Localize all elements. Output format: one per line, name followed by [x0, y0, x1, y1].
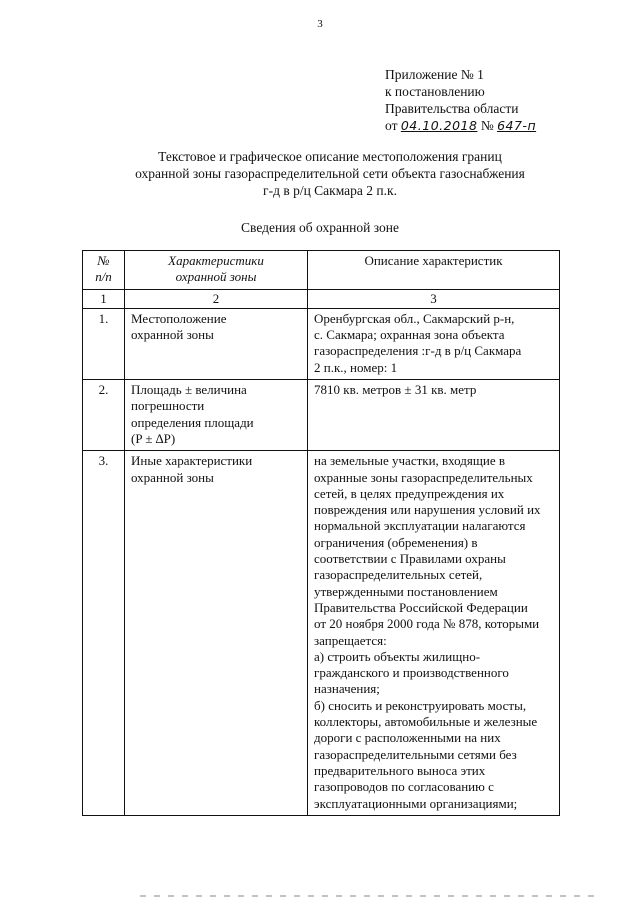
table-index-row [83, 289, 560, 308]
appendix-title: Приложение № 1 [385, 67, 484, 82]
table-row [83, 308, 560, 379]
text-line: а) строить объекты жилищно- [314, 648, 481, 664]
text-line: (P ± ∆P) [131, 430, 176, 446]
text-line: коллекторы, автомобильные и железные [314, 714, 538, 730]
text-line: утвержденными постановлением [314, 583, 498, 599]
row-number: 3. [83, 451, 125, 816]
header-number-line-1: № [97, 253, 110, 268]
index-cell: 1 [83, 289, 125, 308]
table-header-row [83, 251, 560, 290]
row-characteristic [125, 308, 308, 379]
header-characteristics [125, 251, 308, 290]
table-row [83, 451, 560, 816]
text-line: охранные зоны газораспределительных [314, 469, 533, 485]
header-number-line-2: п/п [95, 269, 112, 285]
text-line: запрещается: [314, 632, 387, 648]
text-line: назначения; [314, 681, 380, 697]
row-description [308, 451, 560, 816]
text-line: определения площади [131, 414, 254, 430]
appendix-date-number [385, 117, 536, 134]
row-number: 1. [83, 308, 125, 379]
text-line: охранной зоны [131, 469, 214, 485]
from-label: от [385, 118, 398, 133]
text-line: Оренбургская обл., Сакмарский р-н, [314, 310, 515, 326]
text-line: нормальной эксплуатации налагаются [314, 518, 526, 534]
title-line-2: охранной зоны газораспределительной сети объекта газоснабжения [135, 166, 525, 181]
row-description [308, 380, 560, 451]
text-line: охранной зоны [131, 327, 214, 343]
section-subtitle: Сведения об охранной зоне [241, 220, 399, 235]
text-line: сетей, в целях предупреждения их [314, 485, 505, 501]
text-line: Местоположение [131, 310, 227, 326]
header-char-line-1: Характеристики [168, 253, 264, 268]
text-line: дороги с расположенными на них [314, 730, 501, 746]
text-line: от 20 ноября 2000 года № 878, которыми [314, 616, 540, 632]
table-row [83, 380, 560, 451]
page-bottom-edge [140, 895, 600, 897]
text-line: газораспределения :г-д в р/ц Сакмара [314, 343, 522, 359]
text-line: погрешности [131, 398, 205, 414]
title-line-3: г-д в р/ц Сакмара 2 п.к. [263, 183, 397, 198]
text-line: соответствии с Правилами охраны [314, 551, 506, 567]
row-description [308, 308, 560, 379]
text-line: на земельные участки, входящие в [314, 453, 506, 469]
text-line: гражданского и производственного [314, 665, 509, 681]
text-line: повреждения или нарушения условий их [314, 502, 541, 518]
text-line: газораспределительными сетями без [314, 746, 517, 762]
text-line: Площадь ± величина [131, 382, 247, 398]
document-title [60, 148, 600, 199]
row-characteristic [125, 451, 308, 816]
zone-info-table [82, 250, 560, 816]
index-cell: 3 [308, 289, 560, 308]
text-line: Правительства Российской Федерации [314, 599, 528, 615]
number-label: № [480, 118, 494, 133]
header-number [83, 251, 125, 290]
title-line-1: Текстовое и графическое описание местоположения границ [158, 149, 502, 164]
appendix-block [385, 66, 536, 134]
appendix-authority: Правительства области [385, 101, 519, 116]
header-desc-text: Описание характеристик [364, 253, 503, 268]
text-line: газопроводов по согласованию с [314, 779, 494, 795]
text-line: ограничения (обременения) в [314, 534, 478, 550]
row-number: 2. [83, 380, 125, 451]
text-line: газораспределительных сетей, [314, 567, 483, 583]
text-line: 2 п.к., номер: 1 [314, 359, 398, 375]
row-characteristic [125, 380, 308, 451]
text-line: предварительного выноса этих [314, 762, 486, 778]
handwritten-number: 647-п [497, 118, 537, 133]
text-line: 7810 кв. метров ± 31 кв. метр [314, 382, 477, 398]
text-line: б) сносить и реконструировать мосты, [314, 697, 527, 713]
header-char-line-2: охранной зоны [175, 269, 257, 285]
index-cell: 2 [125, 289, 308, 308]
text-line: с. Сакмара; охранная зона объекта [314, 327, 505, 343]
appendix-ref: к постановлению [385, 84, 485, 99]
text-line: Иные характеристики [131, 453, 253, 469]
handwritten-date: 04.10.2018 [400, 118, 478, 133]
text-line: эксплуатационными организациями; [314, 795, 518, 811]
header-description [308, 251, 560, 290]
page-number: 3 [317, 18, 323, 30]
